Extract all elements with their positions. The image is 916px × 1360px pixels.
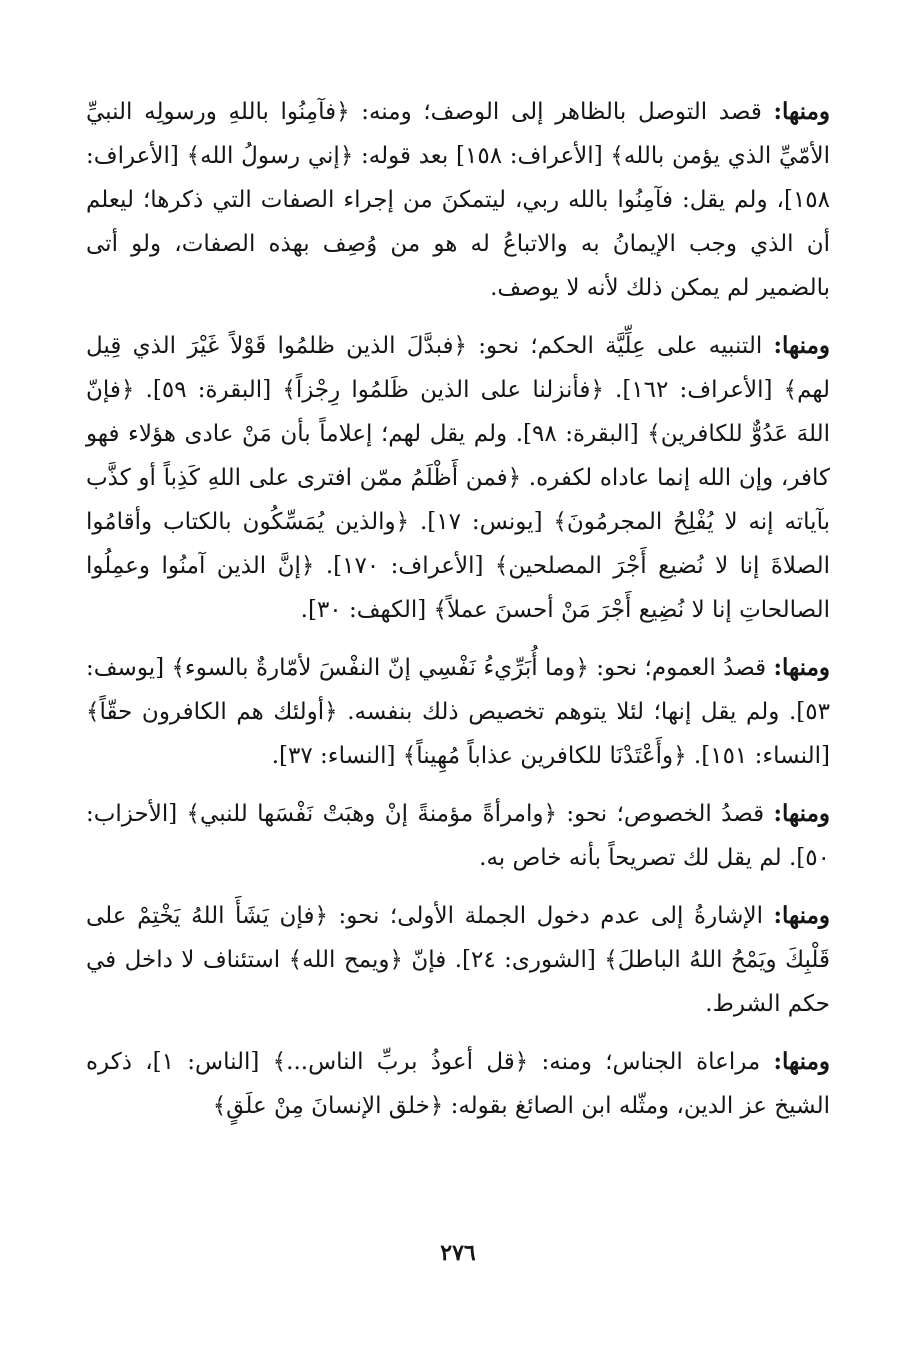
paragraph-2-text: التنبيه على عِلِّيَّة الحكم؛ نحو: ﴿فبدَّلَ الذين ظلمُوا قَوْلاً غَيْرَ الذي قِيل لهم﴾ [الأعراف: ١٦٢]. ﴿فأنزلنا على الذين ظَلمُوا رِجْزاً﴾ [البقرة: ٥٩]. ﴿فإنّ اللهَ عَدُوٌّ للكافرين﴾ [البقرة: ٩٨]. ولم يقل لهم؛ إعلاماً بأن مَنْ عادى هؤلاء فهو كافر، وإن الله إنما عاداه لكفره. ﴿فمن أَظْلَمُ ممّن افترى على اللهِ كَذِباً أو كذَّب بآياته إنه لا يُفْلِحُ المجرمُونَ﴾ [يونس: ١٧]. ﴿والذين يُمَسِّكُون بالكتاب وأقامُوا الصلاةَ إنا لا نُضيع أَجْرَ المصلحين﴾ [الأعراف: ١٧٠]. ﴿إنَّ الذين آمنُوا وعمِلُوا الصالحاتِ إنا لا نُضِيع أَجْرَ مَنْ أحسنَ عملاً﴾ [الكهف: ٣٠]. bbox=[86, 333, 830, 623]
paragraph-3-text: قصدُ العموم؛ نحو: ﴿وما أُبَرِّيءُ نَفْسِي إنّ النفْسَ لأمّارةٌ بالسوء﴾ [يوسف: ٥٣]. ولم يقل إنها؛ لئلا يتوهم تخصيص ذلك بنفسه. ﴿أولئك هم الكافرون حقّاً﴾ [النساء: ١٥١]. ﴿وأَعْتَدْنَا للكافرين عذاباً مُهِيناً﴾ [النساء: ٣٧]. bbox=[86, 655, 830, 769]
paragraph-5-text: الإشارةُ إلى عدم دخول الجملة الأولى؛ نحو: ﴿فإن يَشَأَ اللهُ يَخْتِمْ على قَلْبِكَ ويَمْحُ اللهُ الباطلَ﴾ [الشورى: ٢٤]. فإنّ ﴿ويمح الله﴾ استئناف لا داخل في حكم الشرط. bbox=[86, 903, 831, 1017]
paragraph-5 bbox=[86, 894, 830, 1026]
paragraph-3-lead: ومنها: bbox=[773, 654, 830, 681]
paragraph-6-lead: ومنها: bbox=[773, 1048, 831, 1075]
page-content bbox=[86, 90, 830, 1330]
page-number: ٢٧٦ bbox=[440, 1240, 476, 1266]
paragraph-1-lead: ومنها: bbox=[773, 98, 830, 125]
paragraph-4-text: قصدُ الخصوص؛ نحو: ﴿وامرأةً مؤمنةً إنْ وهبَتْ نَفْسَها للنبي﴾ [الأحزاب: ٥٠]. لم يقل لك تصريحاً بأنه خاص به. bbox=[86, 801, 830, 871]
paragraph-1 bbox=[86, 90, 830, 310]
paragraph-2 bbox=[86, 324, 830, 632]
paragraph-1-text: قصد التوصل بالظاهر إلى الوصف؛ ومنه: ﴿فآمِنُوا باللهِ ورسولِه النبيِّ الأمّيِّ الذي يؤمن بالله﴾ [الأعراف: ١٥٨] بعد قوله: ﴿إني رسولُ الله﴾ [الأعراف: ١٥٨]، ولم يقل: فآمِنُوا بالله ربي، ليتمكنَ من إجراء الصفات التي ذكرها؛ ليعلم أن الذي وجب الإيمانُ به والاتباعُ له هو من وُصِف بهذه الصفات، ولو أتى بالضمير لم يمكن ذلك لأنه لا يوصف. bbox=[86, 99, 831, 301]
paragraph-5-lead: ومنها: bbox=[773, 902, 831, 929]
paragraph-6-text: مراعاة الجناس؛ ومنه: ﴿قل أعوذُ بربِّ الناس...﴾ [الناس: ١]، ذكره الشيخ عز الدين، ومثّله ابن الصائغ بقوله: ﴿خلق الإنسانَ مِنْ علَقٍ﴾ bbox=[86, 1049, 830, 1119]
paragraph-2-lead: ومنها: bbox=[773, 332, 830, 359]
paragraph-4 bbox=[86, 792, 830, 880]
paragraph-3 bbox=[86, 646, 830, 778]
paragraph-6 bbox=[86, 1040, 830, 1128]
paragraph-4-lead: ومنها: bbox=[773, 800, 830, 827]
